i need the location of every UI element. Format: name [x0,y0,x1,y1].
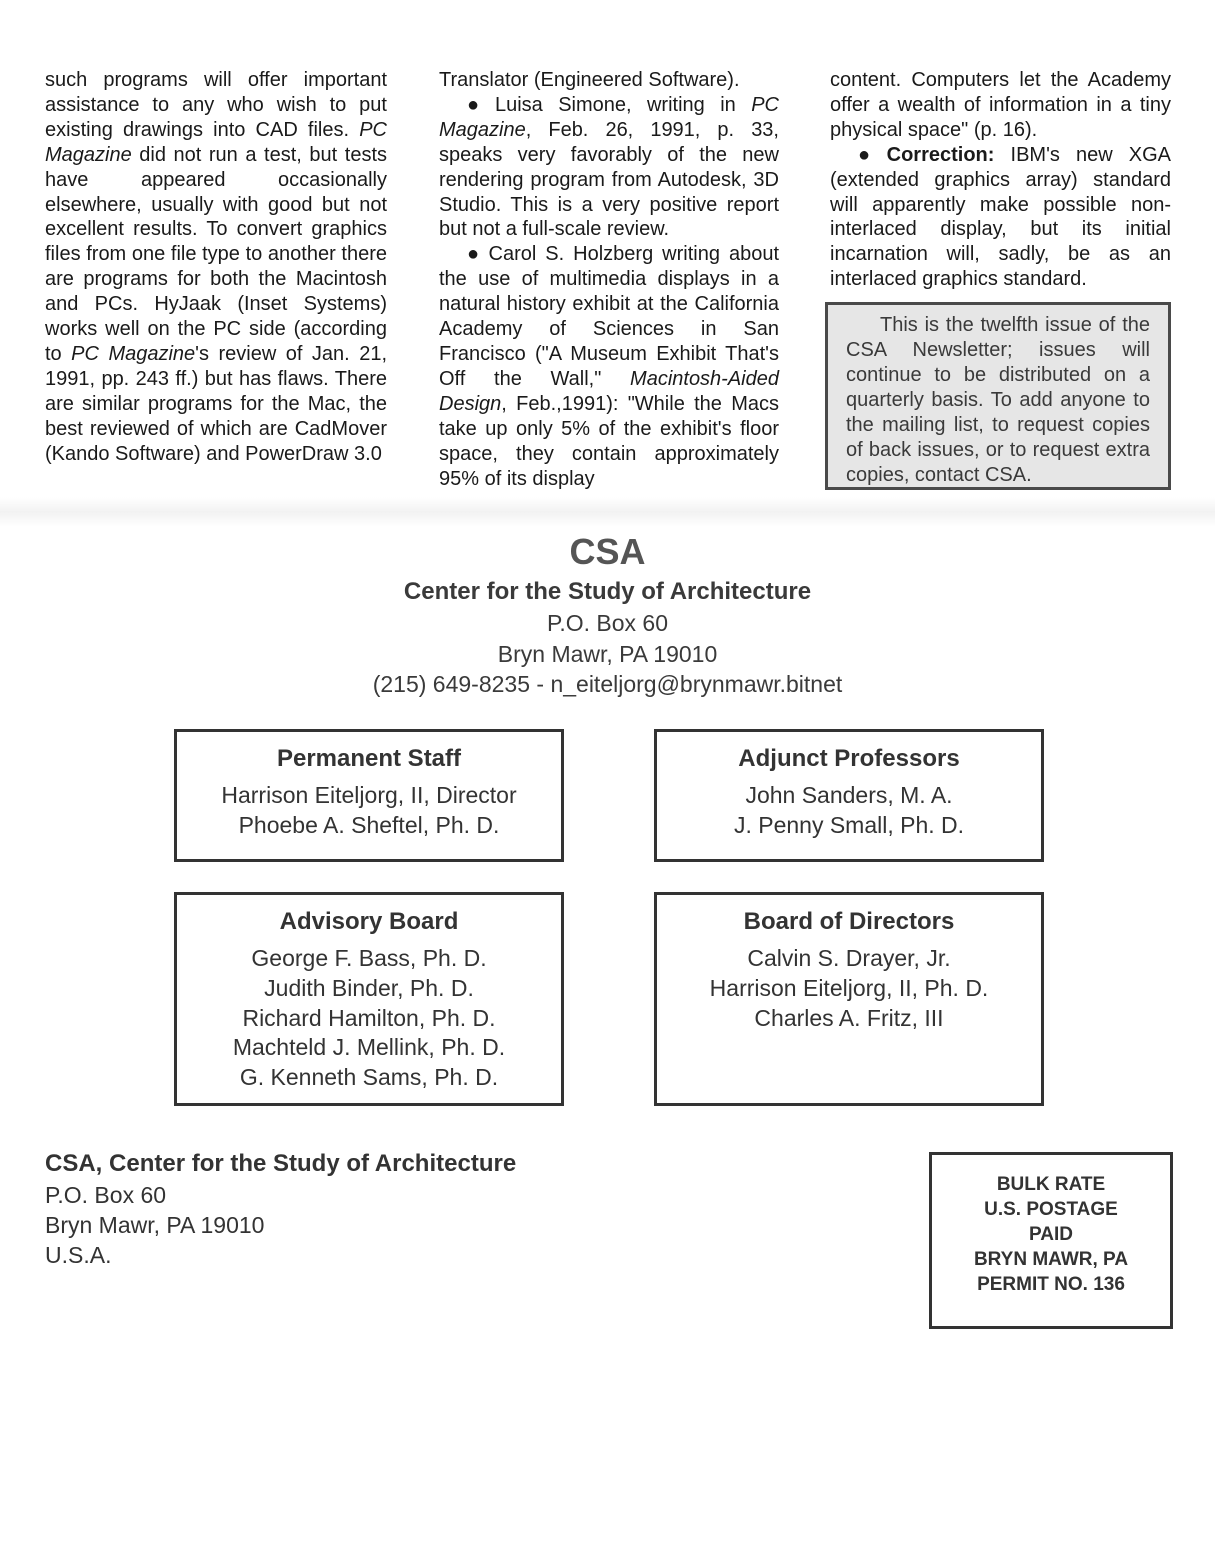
paper-fold-shadow [0,497,1215,527]
box-title: Permanent Staff [276,745,462,772]
staff-name: Phoebe A. Sheftel, Ph. D. [238,811,500,838]
return-address-line: Bryn Mawr, PA 19010 [45,1212,265,1238]
advisory-board-box [174,892,564,1106]
postage-line: PERMIT NO. 136 [977,1274,1125,1295]
article-column-1 [45,68,387,467]
header-contact-line: (215) 649-8235 - n_eiteljorg@brynmawr.bitnet [372,671,843,697]
magazine-title: PC Magazine [45,118,387,166]
return-address-line: P.O. Box 60 [45,1182,167,1208]
postage-indicia-box [929,1152,1173,1329]
column-2-paragraph-1: Translator (Engineered Software). [439,69,740,91]
board-member-name: G. Kenneth Sams, Ph. D. [239,1064,499,1091]
magazine-title: PC Magazine [71,342,196,365]
column-3-paragraph-1: content. Computers let the Academy offer a wealth of information in a tiny physical space" (p. 16). [830,69,1171,141]
permanent-staff-box [174,729,564,862]
board-of-directors-box [654,892,1044,1106]
magazine-title: PC Magazine [439,93,779,141]
bullet-icon: ● [858,143,881,166]
box-title: Advisory Board [279,908,459,935]
postage-line: PAID [1029,1224,1073,1245]
board-member-name: George F. Bass, Ph. D. [251,945,487,971]
article-column-3 [830,68,1171,292]
bullet-icon: ● [467,243,483,266]
return-address [45,1148,516,1270]
director-name: Calvin S. Drayer, Jr. [747,945,951,971]
board-member-name: Richard Hamilton, Ph. D. [242,1004,496,1031]
column-2-paragraph-2: ● Luisa Simone, writing in PC Magazine, Feb. 26, 1991, p. 33, speaks very favorably of the new rendering program from Autodesk, 3D Studio. This is a very positive report but not a full-scale review. [439,93,779,241]
header-address-line: Bryn Mawr, PA 19010 [497,640,718,667]
organization-header [0,530,1215,700]
staff-name: Harrison Eiteljorg, II, Director [221,782,517,808]
column-1-paragraph: such programs will offer important assistance to any who wish to put existing drawings into CAD files. PC Magazine did not run a test, but tests have appeared occasionally elsewhere, usually with good but not excellent results. To convert graphics files from one file type to another there are programs for both the Macintosh and PCs. HyJaak (Inset Systems) works well on the PC side (according to PC Magazine's review of Jan. 21, 1991, pp. 243 ff.) but has flaws. There are similar programs for the Mac, the best reviewed of which are CadMover (Kando Software) and PowerDraw 3.0 [45,69,388,465]
organization-acronym: CSA [569,531,646,572]
board-member-name: Judith Binder, Ph. D. [264,974,474,1001]
column-2-paragraph-3: ● Carol S. Holzberg writing about the use of multimedia displays in a natural history exhibit at the California Academy of Sciences in San Francisco ("A Museum Exhibit That's Off the Wall," Macintosh-Aided Design, Feb.,1991): "While the Macs take up only 5% of the exhibit's floor space, they contain approximately 95% of its display [439,243,779,490]
postage-line: BRYN MAWR, PA [973,1249,1129,1270]
professor-name: J. Penny Small, Ph. D. [733,811,965,838]
director-name: Harrison Eiteljorg, II, Ph. D. [709,974,989,1001]
postage-line: U.S. POSTAGE [984,1199,1118,1220]
board-member-name: Machteld J. Mellink, Ph. D. [232,1034,506,1061]
box-title: Board of Directors [743,908,955,935]
correction-label: Correction: [886,143,995,166]
header-address-line: P.O. Box 60 [546,610,669,636]
adjunct-professors-box [654,729,1044,862]
column-3-paragraph-2: ● Correction: IBM's new XGA (extended graphics array) standard will apparently make possible non-interlaced display, but its initial incarnation will, sadly, be as an interlaced graphics standard. [830,143,1171,291]
professor-name: John Sanders, M. A. [745,782,953,808]
box-title: Adjunct Professors [738,745,960,772]
organization-name: Center for the Study of Architecture [403,578,812,605]
magazine-title: Macintosh-Aided Design [439,367,779,415]
return-address-name: CSA, Center for the Study of Architecture [45,1150,517,1177]
return-address-line: U.S.A. [45,1242,112,1268]
director-name: Charles A. Fritz, III [754,1004,944,1031]
newsletter-notice-box: This is the twelfth issue of the CSA Newsletter; issues will continue to be distributed on a quarterly basis. To add anyone to the mailing list, to request copies of back issues, or to request extra copies, contact CSA. [825,302,1171,490]
bullet-icon: ● [467,93,489,116]
postage-line: BULK RATE [996,1174,1106,1195]
article-column-2 [439,68,779,491]
